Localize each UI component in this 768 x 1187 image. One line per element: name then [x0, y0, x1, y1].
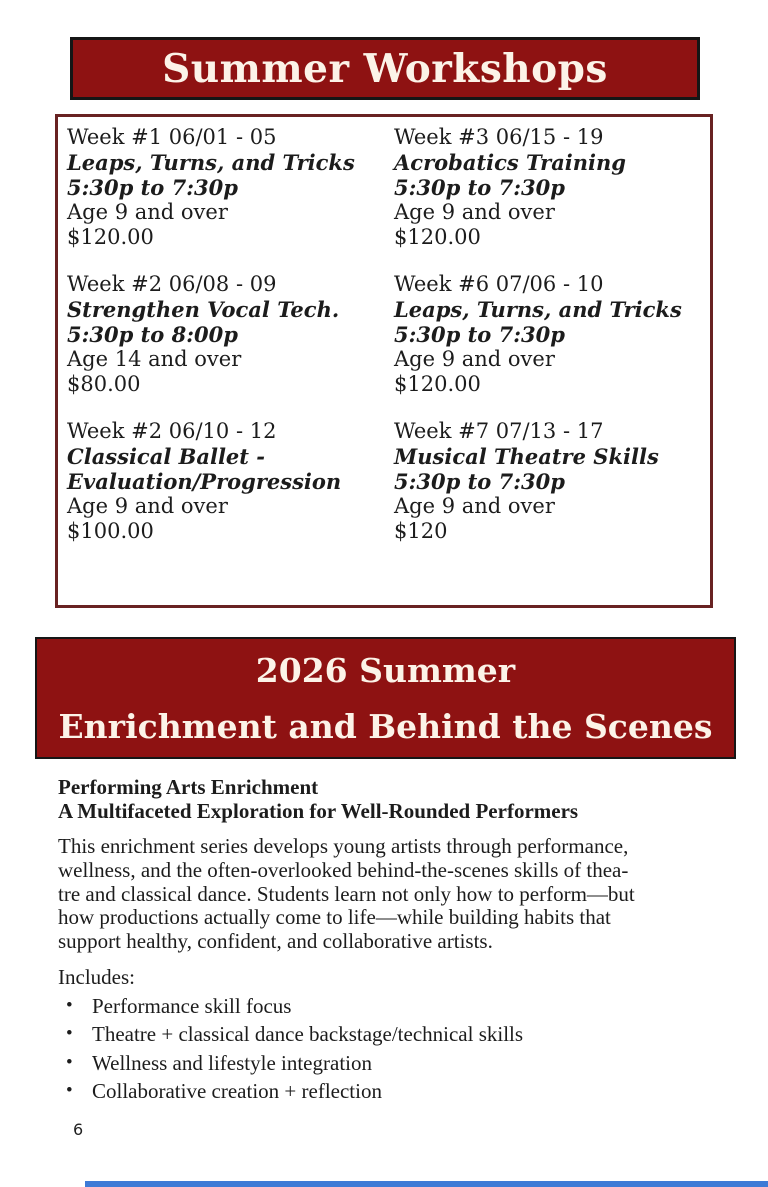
workshop-week: Week #2 06/08 - 09 [67, 272, 277, 296]
paragraph-line: support healthy, confident, and collaborative artists. [58, 929, 493, 954]
enrichment-banner-line2: Enrichment and Behind the Scenes [58, 706, 713, 746]
bullet-icon: • [66, 1080, 73, 1102]
workshop-age: Age 9 and over [394, 200, 555, 224]
workshop-time: 5:30p to 7:30p [394, 175, 565, 200]
enrichment-heading-line2: A Multifaceted Exploration for Well-Rounded Performers [58, 798, 579, 823]
includes-label: Includes: [58, 964, 135, 989]
list-item-text: Theatre + classical dance backstage/technical skills [92, 1022, 524, 1047]
includes-list [58, 995, 718, 1103]
workshop-age: Age 14 and over [67, 347, 242, 371]
workshop-age: Age 9 and over [394, 494, 555, 518]
list-item [58, 1023, 718, 1046]
paragraph-line: tre and classical dance. Students learn not only how to perform—but [58, 881, 635, 906]
enrichment-banner-line1: 2026 Summer [255, 650, 516, 690]
list-item [58, 1052, 718, 1075]
workshop-time: 5:30p to 7:30p [394, 469, 565, 494]
workshop-name: Leaps, Turns, and Tricks [67, 150, 355, 175]
workshop-price: $120.00 [394, 225, 481, 249]
page-number: 6 [73, 1120, 84, 1139]
workshop-name: Classical Ballet - Evaluation/Progression [67, 444, 342, 494]
paragraph-line: how productions actually come to life—while building habits that [58, 905, 611, 930]
workshop-name: Strengthen Vocal Tech. [67, 297, 340, 322]
workshop-age: Age 9 and over [67, 200, 228, 224]
workshop-entry [394, 419, 710, 544]
workshop-age: Age 9 and over [67, 494, 228, 518]
workshop-price: $120.00 [67, 225, 154, 249]
enrichment-section [58, 776, 718, 1103]
list-item [58, 995, 718, 1018]
enrichment-heading [58, 776, 718, 823]
list-item-text: Collaborative creation + reflection [92, 1079, 382, 1104]
bullet-icon: • [66, 1023, 73, 1045]
bullet-icon: • [66, 994, 73, 1016]
workshop-time: 5:30p to 8:00p [67, 322, 238, 347]
workshop-week: Week #6 07/06 - 10 [394, 272, 604, 296]
workshops-grid [58, 117, 710, 544]
workshop-name: Acrobatics Training [394, 150, 626, 175]
enrichment-banner [35, 637, 736, 759]
summer-workshops-title: Summer Workshops [162, 45, 608, 92]
workshop-price: $80.00 [67, 372, 141, 396]
workshop-week: Week #2 06/10 - 12 [67, 419, 277, 443]
workshop-age: Age 9 and over [394, 347, 555, 371]
workshop-price: $120 [394, 519, 448, 543]
bottom-blue-bar [85, 1181, 768, 1187]
summer-workshops-banner [70, 37, 700, 100]
workshop-time: 5:30p to 7:30p [67, 175, 238, 200]
workshop-price: $100.00 [67, 519, 154, 543]
workshop-week: Week #7 07/13 - 17 [394, 419, 604, 443]
workshop-name: Musical Theatre Skills [394, 444, 659, 469]
list-item [58, 1080, 718, 1103]
workshop-entry [394, 125, 710, 250]
list-item-text: Wellness and lifestyle integration [92, 1050, 372, 1075]
workshop-name: Leaps, Turns, and Tricks [394, 297, 682, 322]
workshop-price: $120.00 [394, 372, 481, 396]
workshops-box [55, 114, 713, 608]
workshop-time: 5:30p to 7:30p [394, 322, 565, 347]
list-item-text: Performance skill focus [92, 993, 292, 1018]
bullet-icon: • [66, 1051, 73, 1073]
paragraph-line: This enrichment series develops young artists through performance, [58, 834, 629, 858]
workshop-entry [67, 272, 394, 397]
workshop-week: Week #3 06/15 - 19 [394, 125, 604, 149]
enrichment-heading-line1: Performing Arts Enrichment [58, 775, 319, 799]
paragraph-line: wellness, and the often-overlooked behind-the-scenes skills of thea- [58, 857, 629, 882]
enrichment-paragraph [58, 835, 718, 954]
workshop-week: Week #1 06/01 - 05 [67, 125, 277, 149]
workshop-entry [67, 419, 394, 544]
workshop-entry [394, 272, 710, 397]
workshop-entry [67, 125, 394, 250]
